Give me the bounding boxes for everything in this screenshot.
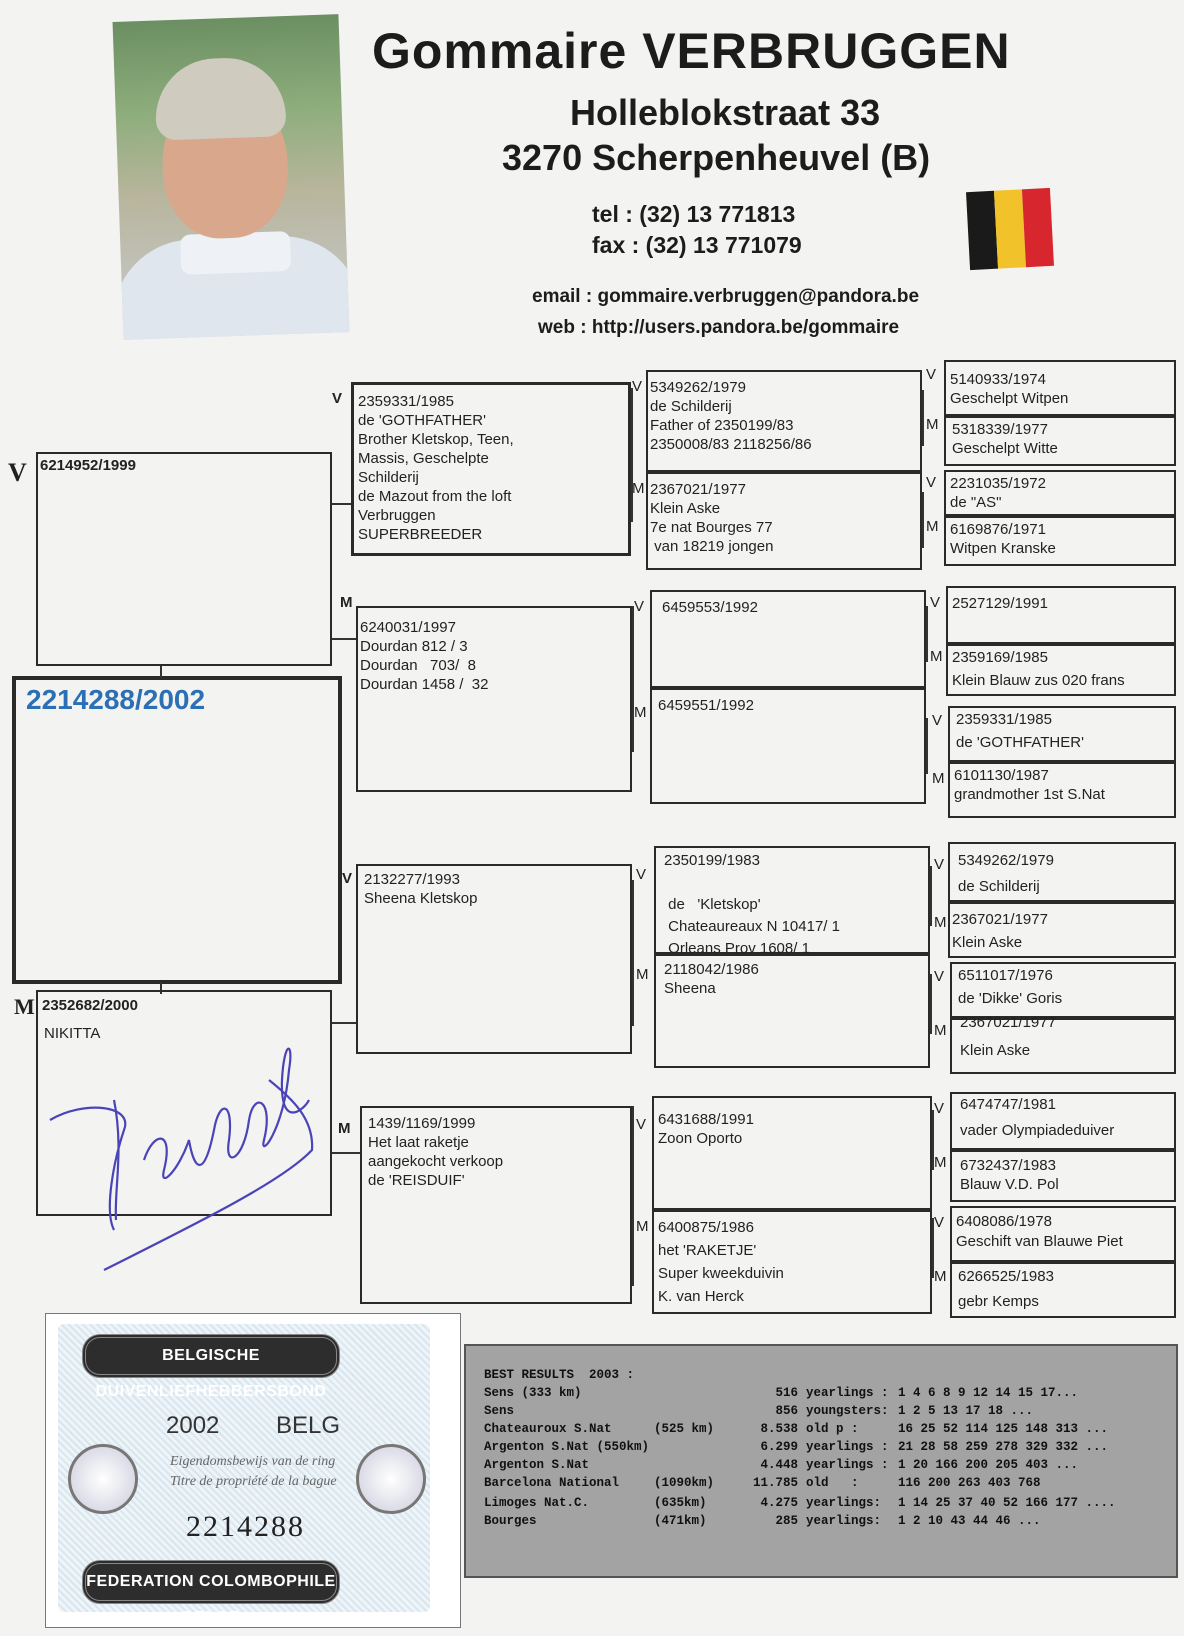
g4-14-text: 6408086/1978 Geschift van Blauwe Piet [956, 1213, 1123, 1250]
g4-12-text: 6474747/1981 vader Olympiadeduiver [960, 1096, 1115, 1139]
result-places: 21 28 58 259 278 329 332 ... [898, 1440, 1109, 1454]
mother-name: NIKITTA [44, 1025, 101, 1042]
card-ring-number: 2214288 [186, 1510, 305, 1543]
g4-10-sex: V [934, 968, 945, 985]
web-link[interactable]: web : http://users.pandora.be/gommaire [538, 317, 900, 338]
card-top-banner: BELGISCHE DUIVENLIEFHEBBERSBOND [82, 1334, 340, 1378]
result-places: 1 4 6 8 9 12 14 15 17... [898, 1386, 1079, 1400]
g4-6-text: 2359331/1985 de 'GOTHFATHER' [956, 711, 1084, 751]
result-cat: old p : [806, 1422, 859, 1436]
father-sex: V [8, 458, 27, 487]
result-race: Argenton S.Nat [484, 1458, 590, 1472]
g4-8-text: 5349262/1979 de Schilderij [958, 852, 1054, 895]
g4-13-sex: M [934, 1154, 947, 1171]
flag-stripe-red [1022, 188, 1054, 267]
result-cat: old : [806, 1476, 859, 1490]
result-places: 116 200 263 403 768 [898, 1476, 1041, 1490]
ff-text: 2359331/1985 de 'GOTHFATHER' Brother Kletskop, Teen, Massis, Geschelpte Schilderij de Mazout from the loft Verbruggen SUPERBREEDER [358, 393, 514, 543]
mfm-sex: M [636, 966, 649, 983]
g4-2-text: 2231035/1972 de "AS" [950, 475, 1046, 511]
g4-10-text: 6511017/1976 de 'Dikke' Goris [958, 967, 1063, 1007]
fm-text: 6240031/1997 Dourdan 812 / 3 Dourdan 703/ 8 Dourdan 1458 / 32 [360, 619, 489, 693]
mm-text: 1439/1169/1999 Het laat raketje aangekocht verkoop de 'REISDUIF' [368, 1115, 504, 1189]
card-country: BELG [276, 1412, 341, 1439]
g4-3-text: 6169876/1971 Witpen Kranske [950, 521, 1056, 557]
g4-7-sex: M [932, 770, 945, 787]
fax: fax : (32) 13 771079 [592, 232, 802, 258]
city-address: 3270 Scherpenheuvel (B) [502, 137, 931, 178]
result-places: 1 2 5 13 17 18 ... [898, 1404, 1034, 1418]
father-box [36, 452, 332, 666]
g4-0-text: 5140933/1974 Geschelpt Witpen [950, 371, 1069, 407]
results-heading: BEST RESULTS 2003 : [484, 1368, 635, 1382]
mmf-sex: V [636, 1116, 647, 1133]
breeder-name: Gommaire VERBRUGGEN [372, 23, 1011, 79]
g4-6-sex: V [932, 712, 943, 729]
result-places: 1 2 10 43 44 46 ... [898, 1514, 1041, 1528]
card-line-1: Eigendomsbewijs van de ring [170, 1454, 336, 1469]
result-dist: (1090km) [654, 1476, 715, 1490]
breeder-photo [113, 14, 350, 340]
mff-text: 2350199/1983 de 'Kletskop' Chateaureaux N 10417/ 1 Orleans Prov 1608/ 1 [664, 852, 840, 957]
subject-ring: 2214288/2002 [26, 684, 206, 715]
fmm-sex: M [634, 704, 647, 721]
result-cat: yearlings : [806, 1386, 889, 1400]
best-results-panel [464, 1344, 1178, 1578]
mf-sex: V [342, 870, 353, 887]
result-places: 1 20 166 200 205 403 ... [898, 1458, 1079, 1472]
father-ring: 6214952/1999 [40, 457, 136, 474]
mfm-text: 2118042/1986 Sheena [664, 961, 759, 997]
mf-text: 2132277/1993 Sheena Kletskop [364, 871, 478, 907]
fmf-sex: V [634, 598, 645, 615]
result-race: Sens (333 km) [484, 1386, 582, 1400]
result-places: 1 14 25 37 40 52 166 177 .... [898, 1496, 1116, 1510]
flag-stripe-yellow [994, 189, 1026, 268]
mother-sex: M [14, 994, 35, 1019]
result-count: 856 [775, 1404, 798, 1418]
g4-12-sex: V [934, 1100, 945, 1117]
result-race: Bourges [484, 1514, 537, 1528]
result-race: Argenton S.Nat (550km) [484, 1440, 650, 1454]
g4-5-text: 2359169/1985 Klein Blauw zus 020 frans [952, 649, 1125, 689]
g4-2-sex: V [926, 474, 937, 491]
result-race: Sens [484, 1404, 515, 1418]
card-bottom-banner: FEDERATION COLOMBOPHILE BELGE [82, 1560, 340, 1604]
g4-15-text: 6266525/1983 gebr Kemps [958, 1268, 1054, 1310]
result-cat: yearlings: [806, 1496, 882, 1510]
result-count: 6.299 [760, 1440, 798, 1454]
result-cat: yearlings: [806, 1514, 882, 1528]
fff-text: 5349262/1979 de Schilderij Father of 2350199/83 2350008/83 2118256/86 [650, 379, 812, 453]
email-link[interactable]: email : gommaire.verbruggen@pandora.be [532, 286, 920, 307]
result-dist: (635km) [654, 1496, 707, 1510]
g4-9-sex: M [934, 914, 947, 931]
result-places: 16 25 52 114 125 148 313 ... [898, 1422, 1109, 1436]
fmf-text: 6459553/1992 [662, 599, 758, 616]
g4-1-sex: M [926, 416, 939, 433]
ffm-sex: M [632, 480, 645, 497]
mff-sex: V [636, 866, 647, 883]
result-count: 516 [775, 1386, 798, 1400]
subject-box [12, 676, 342, 984]
card-crest-right-icon [356, 1444, 426, 1514]
flag-stripe-black [966, 191, 998, 270]
result-cat: yearlings : [806, 1440, 889, 1454]
result-count: 285 [775, 1514, 798, 1528]
g4-9-text: 2367021/1977 Klein Aske [952, 911, 1048, 951]
g4-11-text: 2367021/1977 Klein Aske [960, 1014, 1056, 1059]
fmm-text: 6459551/1992 [658, 697, 754, 714]
belgian-flag-icon [966, 188, 1054, 270]
g4-8-sex: V [934, 856, 945, 873]
mm-sex: M [338, 1120, 351, 1137]
result-count: 11.785 [752, 1476, 798, 1490]
result-dist: (525 km) [654, 1422, 715, 1436]
card-line-2: Titre de propriété de la bague [170, 1474, 337, 1489]
g4-0-sex: V [926, 366, 937, 383]
mmf-text: 6431688/1991 Zoon Oporto [658, 1111, 754, 1147]
street-address: Holleblokstraat 33 [570, 92, 881, 133]
result-race: Barcelona National [484, 1476, 620, 1490]
result-count: 8.538 [760, 1422, 798, 1436]
mother-ring: 2352682/2000 [42, 997, 138, 1014]
fff-sex: V [632, 378, 643, 395]
g4-7-text: 6101130/1987 grandmother 1st S.Nat [954, 767, 1105, 803]
g4-15-sex: M [934, 1268, 947, 1285]
g4-3-sex: M [926, 518, 939, 535]
result-cat: youngsters: [806, 1404, 889, 1418]
result-dist: (471km) [654, 1514, 707, 1528]
result-count: 4.275 [760, 1496, 798, 1510]
mmm-text: 6400875/1986 het 'RAKETJE' Super kweekduivin K. van Herck [658, 1219, 784, 1305]
g4-4-text: 2527129/1991 [952, 595, 1048, 612]
ownership-card [45, 1313, 461, 1628]
signature [44, 1010, 334, 1280]
fm-sex: M [340, 594, 353, 611]
ff-sex: V [332, 390, 343, 407]
card-year: 2002 [166, 1412, 220, 1439]
g4-1-text: 5318339/1977 Geschelpt Witte [952, 421, 1058, 457]
card-crest-left-icon [68, 1444, 138, 1514]
g4-11-sex: M [934, 1022, 947, 1039]
result-race: Chateauroux S.Nat [484, 1422, 612, 1436]
result-cat: yearlings : [806, 1458, 889, 1472]
result-count: 4.448 [760, 1458, 798, 1472]
g4-4-sex: V [930, 594, 941, 611]
ffm-text: 2367021/1977 Klein Aske 7e nat Bourges 77 van 18219 jongen [650, 481, 774, 555]
telephone: tel : (32) 13 771813 [592, 201, 796, 227]
g4-13-text: 6732437/1983 Blauw V.D. Pol [960, 1157, 1059, 1193]
result-race: Limoges Nat.C. [484, 1496, 590, 1510]
g4-14-sex: V [934, 1214, 945, 1231]
mmm-sex: M [636, 1218, 649, 1235]
g4-5-sex: M [930, 648, 943, 665]
